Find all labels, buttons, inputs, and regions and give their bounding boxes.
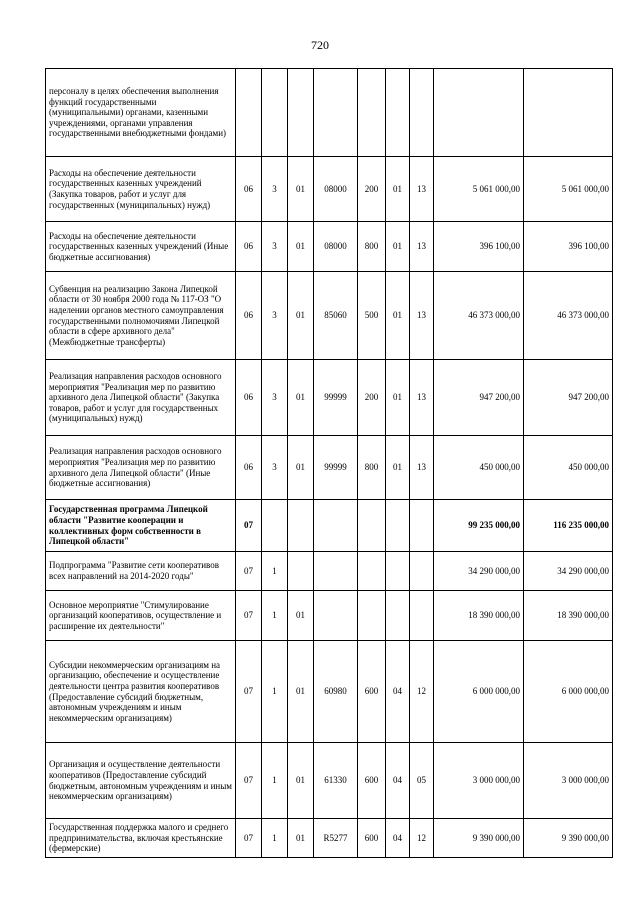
cell-subprogram: 1 <box>262 552 288 591</box>
cell-subprogram: 1 <box>262 641 288 743</box>
cell-name: Основное мероприятие "Стимулирование организаций кооперативов, осуществление и расширение их деятельности" <box>46 591 236 641</box>
cell-expense-type: 600 <box>358 743 386 819</box>
cell-subsection: 13 <box>410 436 434 500</box>
cell-subsection: 12 <box>410 819 434 858</box>
cell-sum-year-2: 396 100,00 <box>524 222 613 272</box>
cell-sum-year-1: 99 235 000,00 <box>434 500 524 552</box>
cell-program: 06 <box>236 157 262 222</box>
cell-program: 06 <box>236 222 262 272</box>
cell-expense-type <box>358 591 386 641</box>
cell-sum-year-2: 5 061 000,00 <box>524 157 613 222</box>
table-row <box>46 360 613 436</box>
cell-subsection: 12 <box>410 641 434 743</box>
table-row <box>46 591 613 641</box>
cell-direction <box>314 69 358 157</box>
cell-main-activity <box>288 500 314 552</box>
cell-subsection: 13 <box>410 360 434 436</box>
cell-subprogram: 1 <box>262 591 288 641</box>
table-body <box>46 69 613 858</box>
cell-expense-type <box>358 69 386 157</box>
cell-subprogram <box>262 69 288 157</box>
cell-sum-year-1: 947 200,00 <box>434 360 524 436</box>
cell-sum-year-1: 396 100,00 <box>434 222 524 272</box>
cell-expense-type: 200 <box>358 360 386 436</box>
cell-sum-year-1: 450 000,00 <box>434 436 524 500</box>
cell-section: 04 <box>386 743 410 819</box>
cell-expense-type: 500 <box>358 272 386 360</box>
cell-program: 07 <box>236 500 262 552</box>
cell-subsection <box>410 591 434 641</box>
cell-subprogram: 3 <box>262 272 288 360</box>
cell-sum-year-1: 9 390 000,00 <box>434 819 524 858</box>
cell-expense-type <box>358 552 386 591</box>
budget-table <box>45 68 613 858</box>
cell-sum-year-2: 947 200,00 <box>524 360 613 436</box>
cell-section <box>386 500 410 552</box>
cell-sum-year-1: 5 061 000,00 <box>434 157 524 222</box>
cell-name: Государственная поддержка малого и среднего предпринимательства, включая крестьянские (фермерские) <box>46 819 236 858</box>
cell-subsection: 13 <box>410 157 434 222</box>
cell-name: Реализация направления расходов основного мероприятия "Реализация мер по развитию архивного дела Липецкой области" (Закупка товаров, работ и услуг для государственных (муниципальных) нужд) <box>46 360 236 436</box>
cell-section: 04 <box>386 819 410 858</box>
cell-subprogram: 1 <box>262 743 288 819</box>
cell-program: 07 <box>236 591 262 641</box>
cell-subsection: 13 <box>410 272 434 360</box>
cell-direction: 61330 <box>314 743 358 819</box>
cell-direction: 08000 <box>314 222 358 272</box>
cell-sum-year-2: 116 235 000,00 <box>524 500 613 552</box>
cell-program: 07 <box>236 552 262 591</box>
cell-sum-year-2: 18 390 000,00 <box>524 591 613 641</box>
cell-main-activity: 01 <box>288 272 314 360</box>
cell-sum-year-1: 6 000 000,00 <box>434 641 524 743</box>
cell-program: 07 <box>236 641 262 743</box>
cell-direction: R5277 <box>314 819 358 858</box>
table-row <box>46 222 613 272</box>
cell-subprogram: 3 <box>262 436 288 500</box>
cell-section <box>386 591 410 641</box>
cell-main-activity: 01 <box>288 743 314 819</box>
cell-section <box>386 552 410 591</box>
cell-name: Субсидии некоммерческим организациям на организацию, обеспечение и осуществление деятельности центра развития кооперативов (Предоставление субсидий бюджетным, автономным учреждениям и иным некоммерческим организациям) <box>46 641 236 743</box>
cell-main-activity: 01 <box>288 641 314 743</box>
cell-sum-year-2: 46 373 000,00 <box>524 272 613 360</box>
cell-program: 06 <box>236 360 262 436</box>
cell-direction <box>314 500 358 552</box>
cell-expense-type: 600 <box>358 641 386 743</box>
cell-sum-year-1: 46 373 000,00 <box>434 272 524 360</box>
cell-subprogram <box>262 500 288 552</box>
cell-subsection: 13 <box>410 222 434 272</box>
cell-name: Государственная программа Липецкой области "Развитие кооперации и коллективных форм собственности в Липецкой области" <box>46 500 236 552</box>
cell-sum-year-2: 6 000 000,00 <box>524 641 613 743</box>
cell-name: персоналу в целях обеспечения выполнения функций государственными (муниципальными) органами, казенными учреждениями, органами управления государственными внебюджетными фондами) <box>46 69 236 157</box>
cell-name: Организация и осуществление деятельности кооперативов (Предоставление субсидий бюджетным, автономным учреждениям и иным некоммерческим организациям) <box>46 743 236 819</box>
cell-sum-year-2: 450 000,00 <box>524 436 613 500</box>
cell-name: Подпрограмма "Развитие сети кооперативов всех направлений на 2014-2020 годы" <box>46 552 236 591</box>
cell-main-activity: 01 <box>288 360 314 436</box>
cell-name: Расходы на обеспечение деятельности государственных казенных учреждений (Иные бюджетные ассигнования) <box>46 222 236 272</box>
cell-main-activity: 01 <box>288 819 314 858</box>
cell-expense-type: 800 <box>358 222 386 272</box>
table-row <box>46 743 613 819</box>
cell-expense-type: 600 <box>358 819 386 858</box>
cell-direction <box>314 552 358 591</box>
cell-expense-type: 200 <box>358 157 386 222</box>
cell-subsection <box>410 552 434 591</box>
cell-direction: 60980 <box>314 641 358 743</box>
cell-section: 01 <box>386 272 410 360</box>
table-row <box>46 641 613 743</box>
cell-main-activity: 01 <box>288 157 314 222</box>
page-number: 720 <box>311 38 329 52</box>
table-row <box>46 436 613 500</box>
cell-program: 06 <box>236 272 262 360</box>
cell-sum-year-1: 18 390 000,00 <box>434 591 524 641</box>
cell-subprogram: 3 <box>262 360 288 436</box>
cell-direction <box>314 591 358 641</box>
cell-name: Реализация направления расходов основного мероприятия "Реализация мер по развитию архивного дела Липецкой области" (Иные бюджетные ассигнования) <box>46 436 236 500</box>
cell-program: 06 <box>236 436 262 500</box>
table-row <box>46 157 613 222</box>
cell-subsection <box>410 500 434 552</box>
cell-sum-year-2: 3 000 000,00 <box>524 743 613 819</box>
cell-direction: 85060 <box>314 272 358 360</box>
cell-subsection <box>410 69 434 157</box>
cell-main-activity: 01 <box>288 222 314 272</box>
cell-direction: 08000 <box>314 157 358 222</box>
cell-section <box>386 69 410 157</box>
cell-section: 01 <box>386 360 410 436</box>
cell-program <box>236 69 262 157</box>
cell-section: 01 <box>386 436 410 500</box>
table-row <box>46 819 613 858</box>
cell-program: 07 <box>236 819 262 858</box>
table-row <box>46 69 613 157</box>
cell-name: Расходы на обеспечение деятельности государственных казенных учреждений (Закупка товаров, работ и услуг для государственных (муниципальных) нужд) <box>46 157 236 222</box>
cell-name: Субвенция на реализацию Закона Липецкой области от 30 ноября 2000 года № 117-ОЗ "О наделении органов местного самоуправления государственными полномочиями Липецкой области в сфере архивного дела" (Межбюджетные трансферты) <box>46 272 236 360</box>
cell-main-activity <box>288 552 314 591</box>
cell-direction: 99999 <box>314 436 358 500</box>
table-row <box>46 500 613 552</box>
cell-sum-year-2: 9 390 000,00 <box>524 819 613 858</box>
table-row <box>46 272 613 360</box>
cell-section: 04 <box>386 641 410 743</box>
cell-main-activity <box>288 69 314 157</box>
cell-section: 01 <box>386 222 410 272</box>
cell-expense-type: 800 <box>358 436 386 500</box>
table-row <box>46 552 613 591</box>
cell-subprogram: 1 <box>262 819 288 858</box>
cell-subsection: 05 <box>410 743 434 819</box>
cell-sum-year-1 <box>434 69 524 157</box>
cell-direction: 99999 <box>314 360 358 436</box>
cell-main-activity: 01 <box>288 591 314 641</box>
cell-sum-year-2: 34 290 000,00 <box>524 552 613 591</box>
cell-subprogram: 3 <box>262 157 288 222</box>
cell-sum-year-1: 34 290 000,00 <box>434 552 524 591</box>
cell-program: 07 <box>236 743 262 819</box>
cell-main-activity: 01 <box>288 436 314 500</box>
cell-subprogram: 3 <box>262 222 288 272</box>
cell-sum-year-1: 3 000 000,00 <box>434 743 524 819</box>
cell-sum-year-2 <box>524 69 613 157</box>
cell-section: 01 <box>386 157 410 222</box>
cell-expense-type <box>358 500 386 552</box>
